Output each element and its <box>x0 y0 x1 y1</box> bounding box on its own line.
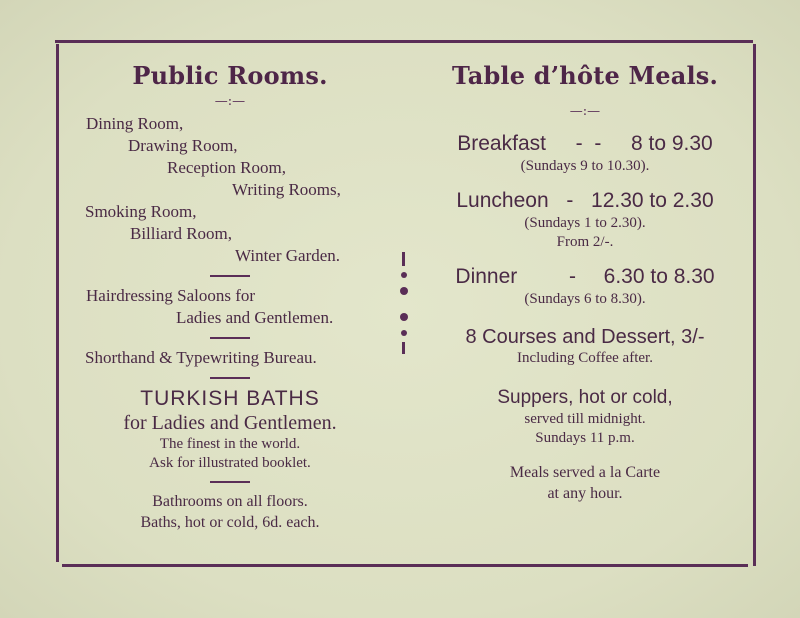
turkish-baths-line1: The finest in the world. <box>159 436 301 452</box>
meal-dinner <box>420 264 750 309</box>
section-divider <box>210 481 250 483</box>
border-bottom <box>62 564 748 567</box>
meal-dashes: - <box>568 265 576 288</box>
bathrooms-line2: Baths, hot or cold, 6d. each. <box>140 514 320 531</box>
room-item: Dining Room, <box>86 114 184 133</box>
suppers-line1: Suppers, hot or cold, <box>497 387 673 408</box>
meal-sunday-note: (Sundays 6 to 8.30). <box>524 291 646 307</box>
table-dhote-title: Table d’hôte Meals. <box>451 61 719 90</box>
turkish-baths-line2: Ask for illustrated booklet. <box>149 455 311 471</box>
table-dhote-column <box>420 55 750 504</box>
border-left <box>56 44 59 562</box>
suppers-line2: served till midnight. <box>524 411 646 427</box>
meal-time: 6.30 to 8.30 <box>603 265 715 288</box>
turkish-baths-heading: TURKISH BATHS <box>140 387 320 410</box>
rooms-list <box>70 113 390 267</box>
suppers-line3: Sundays 11 p.m. <box>535 430 635 446</box>
meal-dashes: - <box>566 189 574 212</box>
room-item: Drawing Room, <box>128 136 238 155</box>
meal-sunday-note: (Sundays 1 to 2.30). <box>524 215 646 231</box>
room-item: Writing Rooms, <box>232 180 341 199</box>
meal-dashes: - - <box>575 132 602 155</box>
ornament-dot <box>400 287 408 295</box>
meal-name: Breakfast <box>457 132 546 155</box>
ornament-dot <box>401 330 407 336</box>
room-item: Billiard Room, <box>130 224 232 243</box>
meal-time: 12.30 to 2.30 <box>591 189 714 212</box>
public-rooms-column <box>70 55 390 533</box>
meal-price-note: From 2/-. <box>556 234 614 250</box>
meal-row <box>420 188 750 214</box>
a-la-carte-line2: at any hour. <box>547 485 623 502</box>
turkish-baths-subheading: for Ladies and Gentlemen. <box>123 412 337 434</box>
meal-name: Luncheon <box>456 189 549 212</box>
bureau-line: Shorthand & Typewriting Bureau. <box>85 348 317 367</box>
ornament-dot <box>401 272 407 278</box>
courses-line2: Including Coffee after. <box>517 350 653 366</box>
ornament-dot <box>400 313 408 321</box>
section-divider <box>210 275 250 277</box>
meal-breakfast <box>420 131 750 176</box>
meal-sunday-note: (Sundays 9 to 10.30). <box>520 158 650 174</box>
meal-row <box>420 131 750 157</box>
section-divider <box>210 337 250 339</box>
public-rooms-title: Public Rooms. <box>132 61 328 90</box>
hairdressing-line2: Ladies and Gentlemen. <box>176 308 334 327</box>
courses-line1: 8 Courses and Dessert, 3/- <box>465 326 705 348</box>
room-item: Winter Garden. <box>235 246 341 265</box>
meal-time: 8 to 9.30 <box>631 132 713 155</box>
a-la-carte-line1: Meals served a la Carte <box>509 464 661 481</box>
bathrooms-line1: Bathrooms on all floors. <box>152 493 308 510</box>
section-divider <box>210 377 250 379</box>
ornament-tick-bottom <box>402 342 405 354</box>
meal-luncheon <box>420 188 750 252</box>
room-item: Smoking Room, <box>85 202 197 221</box>
title-separator: —:— <box>214 94 246 109</box>
ornament-tick-top <box>402 252 405 266</box>
center-ornament <box>398 252 410 362</box>
room-item: Reception Room, <box>167 158 286 177</box>
title-separator: —:— <box>569 104 601 119</box>
meal-row <box>420 264 750 290</box>
border-top <box>55 40 753 43</box>
meal-name: Dinner <box>455 265 518 288</box>
hairdressing-line1: Hairdressing Saloons for <box>86 286 256 305</box>
border-right <box>753 44 756 566</box>
